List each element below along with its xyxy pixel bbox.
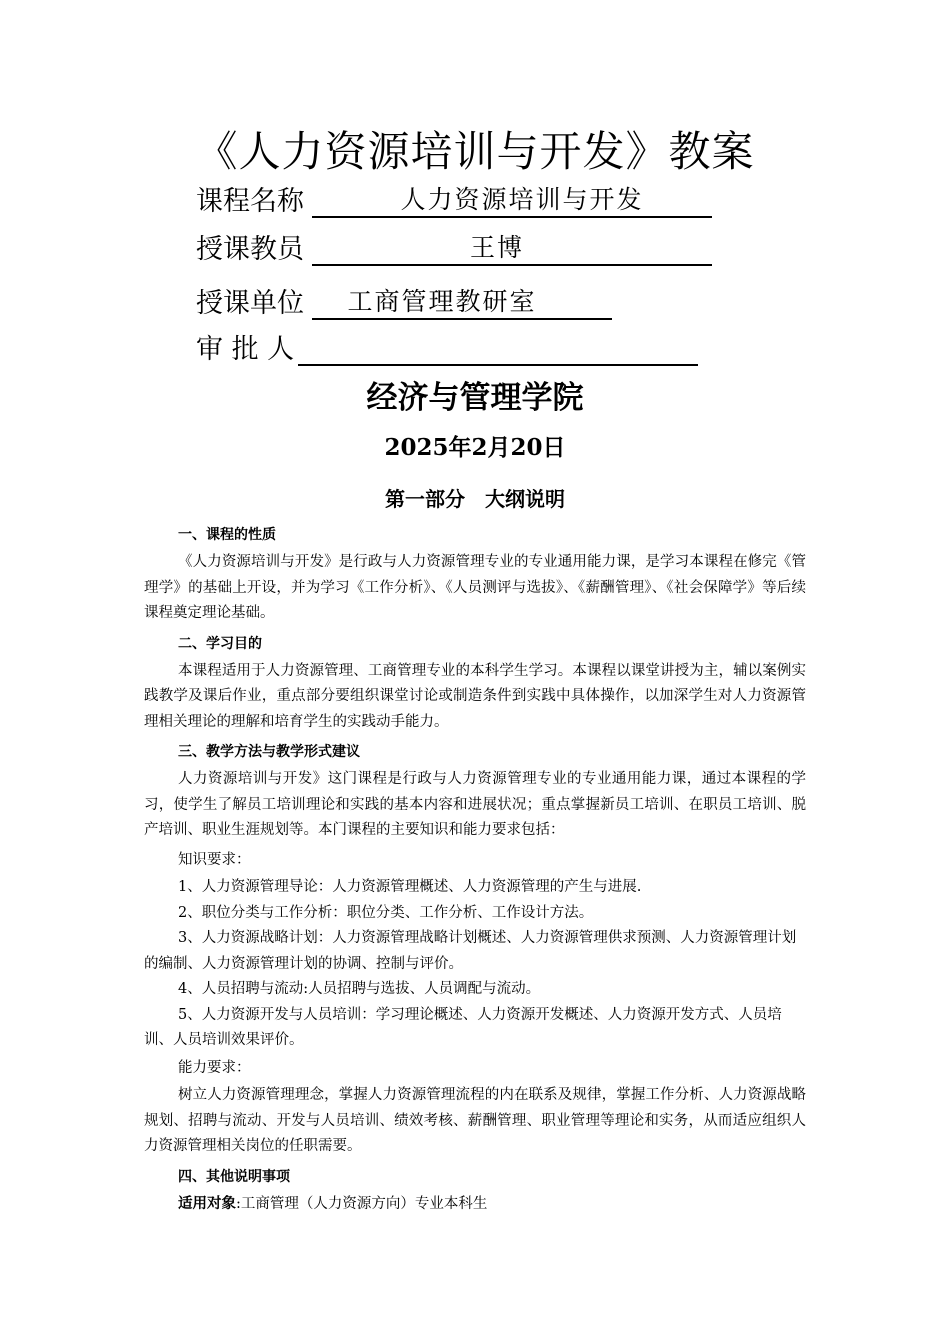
section-heading-2: 二、学习目的	[178, 635, 262, 652]
approver-row	[196, 328, 294, 372]
document-date: 2025年2月20日	[384, 434, 566, 461]
section-heading-1: 一、课程的性质	[178, 527, 276, 543]
section-heading-3: 三、教学方法与教学形式建议	[178, 744, 360, 760]
part-title: 第一部分 大纲说明	[385, 487, 565, 511]
document-title: 《人力资源培训与开发》教案	[195, 127, 755, 176]
knowledge-label: 知识要求：	[178, 851, 251, 868]
section-text-3: 人力资源培训与开发》这门课程是行政与人力资源管理专业的专业通用能力课，通过本课程的学习，使学生了解员工培训理论和实践的基本内容和进展状况；重点掌握新员工培训、在职员工培训、脱产培训、职业生涯规划等。本门课程的主要知识和能力要求包括：	[144, 771, 806, 838]
ability-text: 树立人力资源管理理念，掌握人力资源管理流程的内在联系及规律，掌握工作分析、人力资源战略规划、招聘与流动、开发与人员培训、绩效考核、薪酬管理、职业管理等理论和实务，从而适应组织人力资源管理相关岗位的任职需要。	[144, 1087, 806, 1154]
ability-label: 能力要求：	[178, 1059, 251, 1076]
knowledge-item-5: 5、人力资源开发与人员培训：学习理论概述、人力资源开发概述、人力资源开发方式、人员培训、人员培训效果评价。	[144, 1006, 782, 1048]
approver-label: 审 批 人	[196, 334, 295, 365]
teacher-value: 王博	[312, 228, 712, 266]
course-name-value: 人力资源培训与开发	[312, 180, 712, 218]
knowledge-item-1: 1、人力资源管理导论：人力资源管理概述、人力资源管理的产生与进展.	[178, 879, 642, 895]
school-name: 经济与管理学院	[366, 380, 584, 416]
teacher-label: 授课教员	[196, 234, 304, 265]
unit-row	[196, 282, 537, 326]
approver-value	[298, 328, 698, 366]
section-text-1: 《人力资源培训与开发》是行政与人力资源管理专业的专业通用能力课，是学习本课程在修完《管理学》的基础上开设，并为学习《工作分析》、《人员测评与选拔》、《薪酬管理》、《社会保障学》等后续课程奠定理论基础。	[144, 554, 806, 621]
knowledge-item-4: 4、人员招聘与流动:人员招聘与选拔、人员调配与流动。	[178, 981, 541, 997]
course-name-label: 课程名称	[196, 186, 304, 217]
course-name-row	[196, 180, 644, 224]
target-audience	[144, 1192, 806, 1218]
section-text-2: 本课程适用于人力资源管理、工商管理专业的本科学生学习。本课程以课堂讲授为主，辅以案例实践教学及课后作业，重点部分要组织课堂讨论或制造条件到实践中具体操作，以加深学生对人力资源管理相关理论的理解和培育学生的实践动手能力。	[144, 662, 806, 730]
unit-value: 工商管理教研室	[312, 282, 612, 320]
teacher-row	[196, 228, 524, 272]
knowledge-item-2: 2、职位分类与工作分析：职位分类、工作分析、工作设计方法。	[178, 904, 594, 921]
target-label: 适用对象	[178, 1195, 236, 1212]
knowledge-item-3: 3、人力资源战略计划：人力资源管理战略计划概述、人力资源管理供求预测、人力资源管理计划的编制、人力资源管理计划的协调、控制与评价。	[144, 930, 797, 972]
section-heading-4: 四、其他说明事项	[178, 1168, 290, 1185]
unit-label: 授课单位	[196, 288, 304, 319]
target-text: :工商管理（人力资源方向）专业本科生	[236, 1195, 488, 1212]
document-body	[144, 520, 806, 1219]
